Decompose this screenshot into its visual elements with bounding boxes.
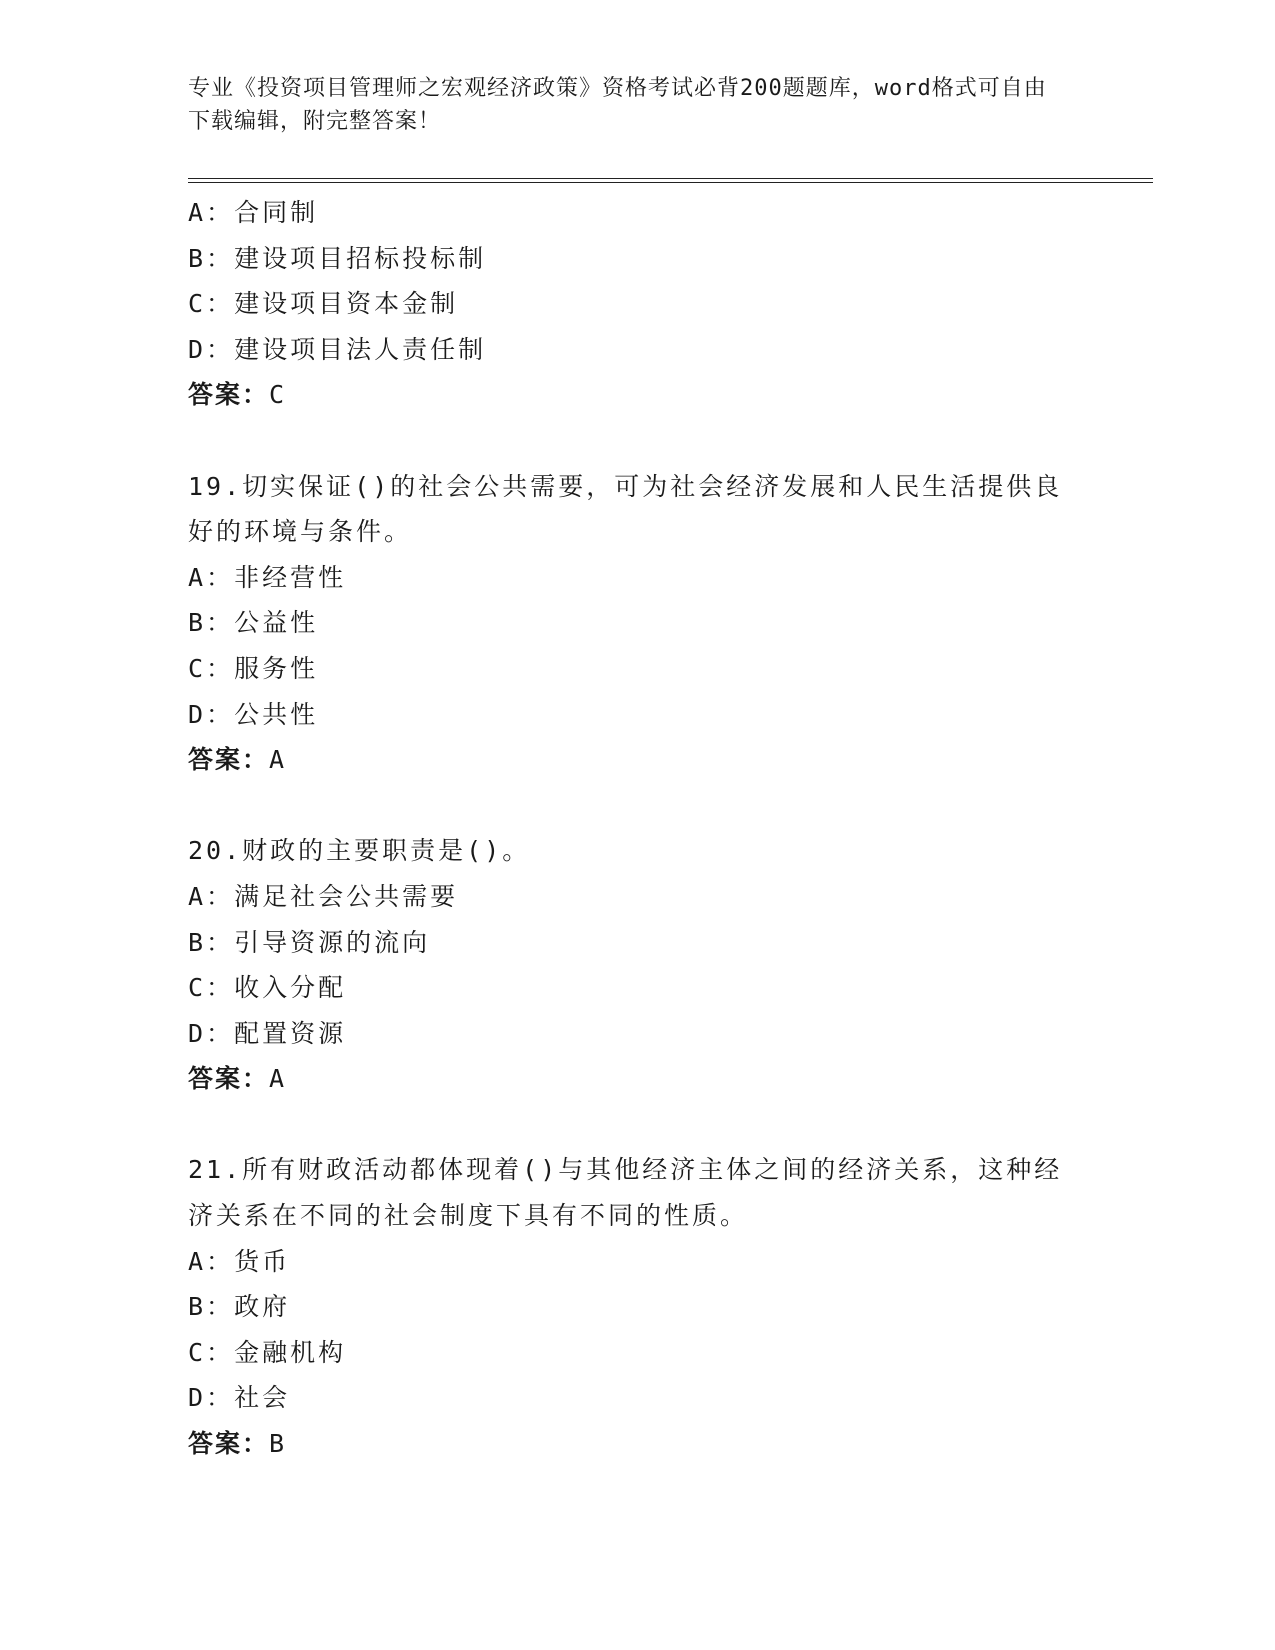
option-d: D：社会 — [188, 1383, 291, 1413]
question-19 — [188, 464, 1068, 783]
question-20 — [188, 828, 1068, 1102]
option-d: D：建设项目法人责任制 — [188, 334, 487, 364]
option-b: B：建设项目招标投标制 — [188, 243, 487, 273]
option-a: A：合同制 — [188, 198, 319, 227]
question-21 — [188, 1147, 1068, 1466]
option-a: A：货币 — [188, 1246, 291, 1276]
document-header: 专业《投资项目管理师之宏观经济政策》资格考试必背200题题库，word格式可自由下载编辑，附完整答案！ — [188, 76, 1047, 134]
option-b: B：政府 — [188, 1292, 291, 1322]
option-b: B：引导资源的流向 — [188, 927, 431, 957]
question-stem: 20.财政的主要职责是()。 — [188, 836, 531, 866]
answer: 答案：B — [188, 1429, 287, 1459]
answer: 答案：A — [188, 745, 287, 775]
option-c: C：服务性 — [188, 653, 319, 683]
answer: 答案：C — [188, 380, 287, 410]
question-stem: 21.所有财政活动都体现着()与其他经济主体之间的经济关系，这种经济关系在不同的社会制度下具有不同的性质。 — [188, 1155, 1063, 1231]
option-b: B：公益性 — [188, 608, 319, 638]
answer: 答案：A — [188, 1064, 287, 1094]
question-content — [188, 190, 1088, 1467]
header-rule-bottom — [188, 182, 1153, 183]
header-rule-top — [188, 178, 1153, 179]
option-d: D：公共性 — [188, 699, 319, 729]
question-stem: 19.切实保证()的社会公共需要，可为社会经济发展和人民生活提供良好的环境与条件。 — [188, 471, 1063, 547]
option-d: D：配置资源 — [188, 1018, 347, 1048]
option-a: A：非经营性 — [188, 562, 347, 592]
option-a: A：满足社会公共需要 — [188, 881, 459, 911]
option-c: C：收入分配 — [188, 973, 347, 1003]
partial-question — [188, 190, 1088, 418]
option-c: C：建设项目资本金制 — [188, 289, 459, 319]
option-c: C：金融机构 — [188, 1337, 347, 1367]
